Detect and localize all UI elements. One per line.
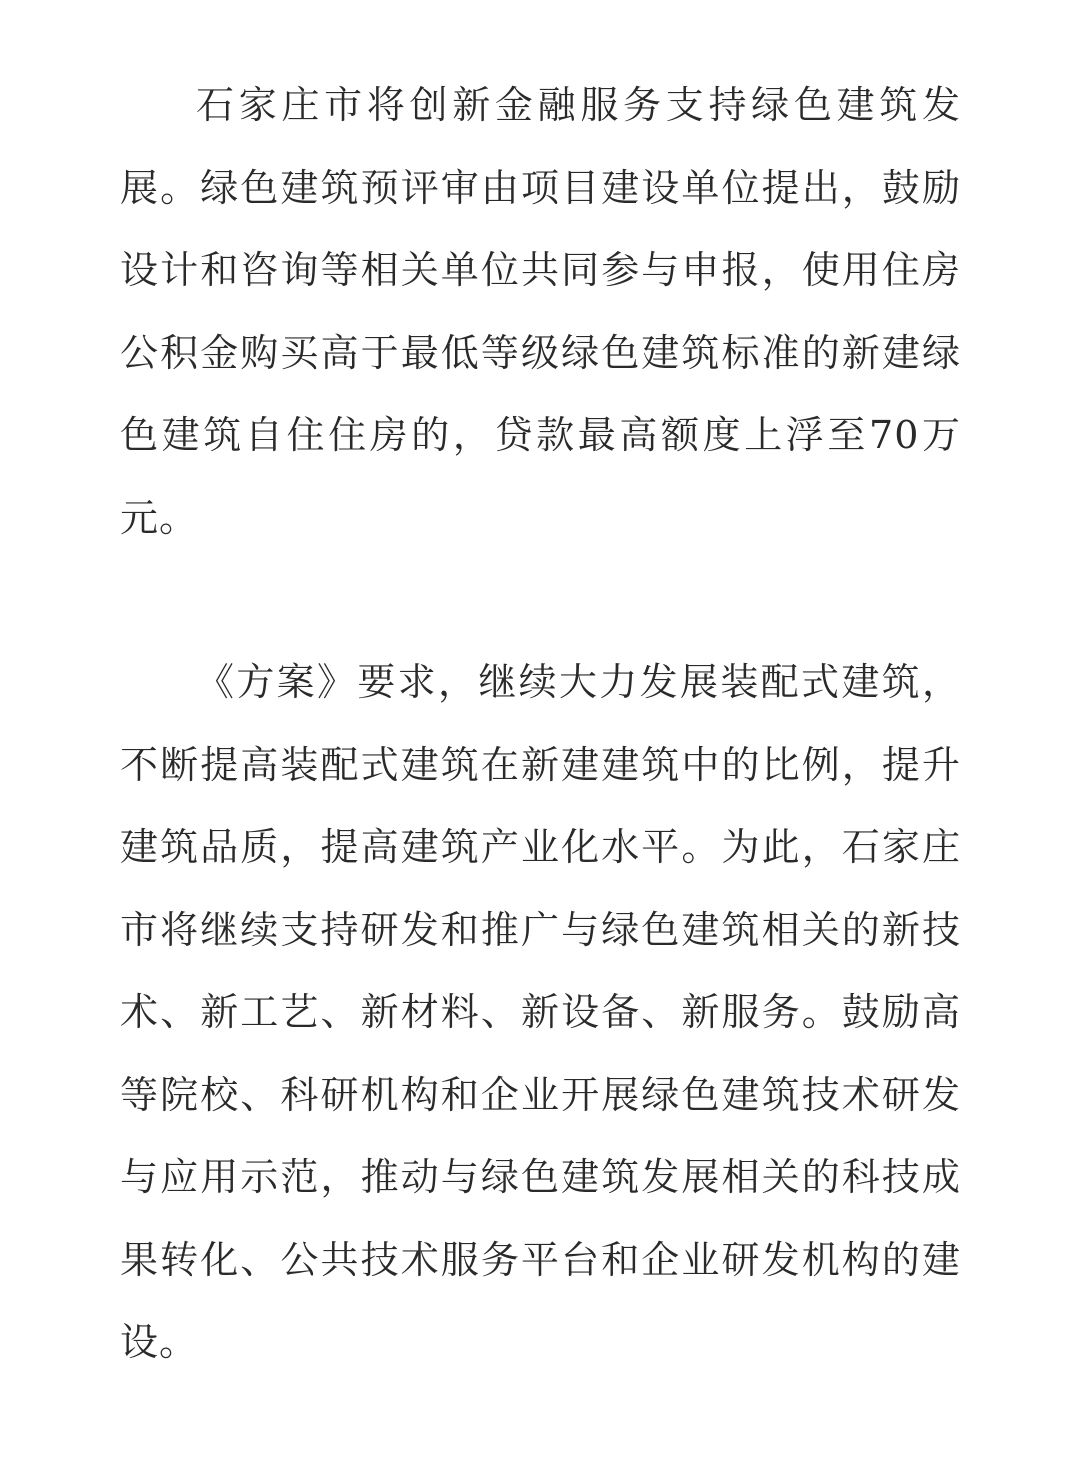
article-body (120, 64, 961, 1384)
paragraph-prefab-building: 《方案》要求，继续大力发展装配式建筑，不断提高装配式建筑在新建建筑中的比例，提升建筑品质，提高建筑产业化水平。为此，石家庄市将继续支持研发和推广与绿色建筑相关的新技术、新工艺、新材料、新设备、新服务。鼓励高等院校、科研机构和企业开展绿色建筑技术研发与应用示范，推动与绿色建筑发展相关的科技成果转化、公共技术服务平台和企业研发机构的建设。 (120, 660, 961, 1364)
paragraph-green-finance: 石家庄市将创新金融服务支持绿色建筑发展。绿色建筑预评审由项目建设单位提出，鼓励设计和咨询等相关单位共同参与申报，使用住房公积金购买高于最低等级绿色建筑标准的新建绿色建筑自住住房的，贷款最高额度上浮至70万元。 (120, 83, 961, 540)
